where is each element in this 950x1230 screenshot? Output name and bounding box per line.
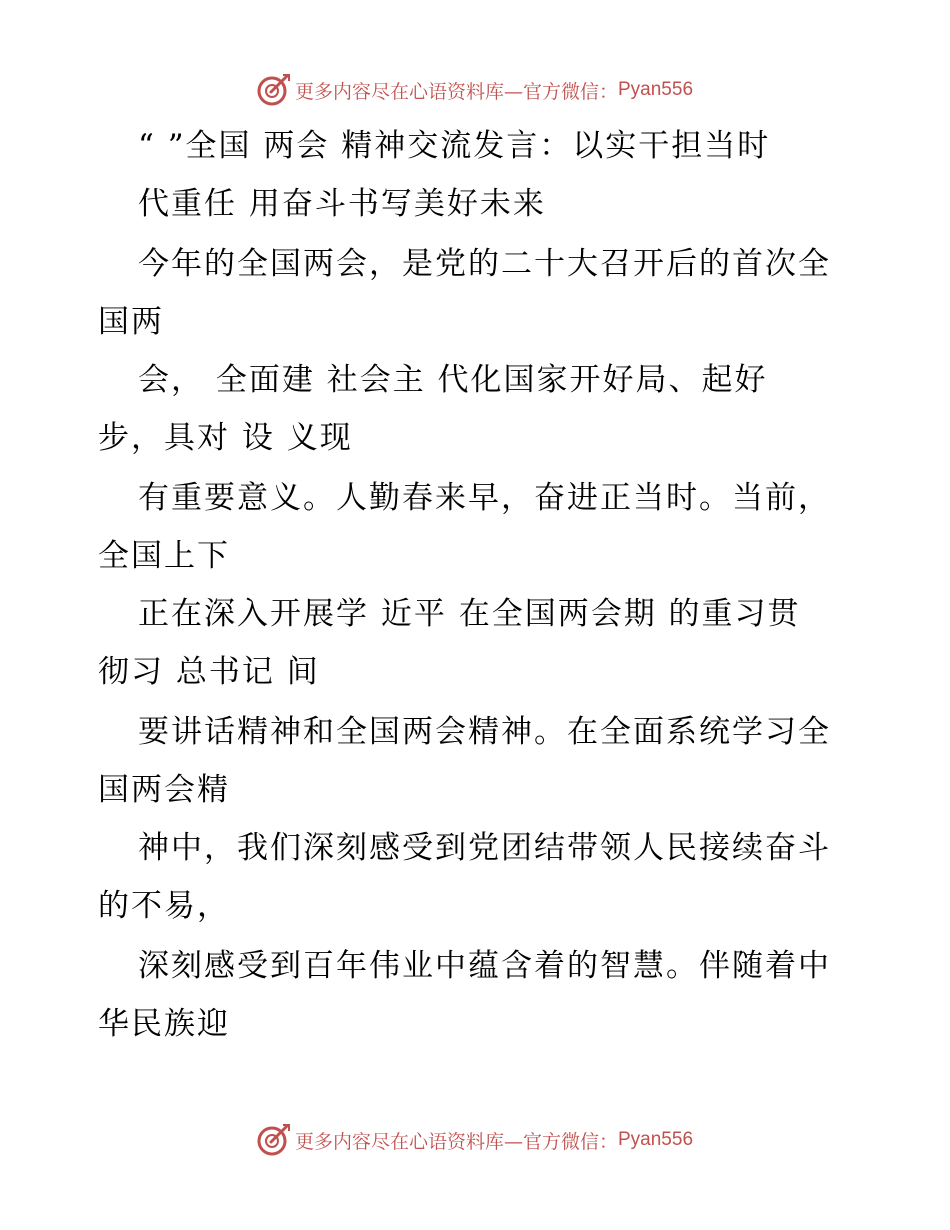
header-banner	[0, 70, 950, 110]
footer-wechat-id: Pyan556	[618, 1129, 694, 1150]
body-line: 有重要意义。人勤春来早，奋进正当时。当前，	[138, 480, 831, 516]
body-line: 步，具对 设 义现	[98, 420, 353, 456]
brand-logo-icon	[257, 73, 291, 107]
body-line: 国两会精	[98, 772, 230, 808]
body-line: 国两	[98, 304, 164, 340]
body-line: 要讲话精神和全国两会精神。在全面系统学习全	[138, 714, 831, 750]
body-line: 正在深入开展学 近平 在全国两会期 的重习贯	[138, 596, 801, 632]
body-line: 彻习 总书记 间	[98, 654, 320, 690]
title-line-1: “ ”全国 两会 精神交流发言：以实干担当时	[138, 128, 771, 164]
body-line: 会， 全面建 社会主 代化国家开好局、起好	[138, 362, 768, 398]
body-line: 的不易，	[98, 888, 230, 924]
title-line-2: 代重任 用奋斗书写美好未来	[138, 186, 546, 222]
body-line: 全国上下	[98, 538, 230, 574]
body-line: 华民族迎	[98, 1006, 230, 1042]
body-line: 今年的全国两会，是党的二十大召开后的首次全	[138, 246, 831, 282]
brand-logo-icon	[257, 1123, 291, 1157]
header-wechat-id: Pyan556	[618, 79, 694, 100]
footer-banner-text: 更多内容尽在心语资料库—官方微信：	[294, 1130, 618, 1153]
header-banner-text: 更多内容尽在心语资料库—官方微信：	[294, 80, 618, 103]
footer-banner	[0, 1120, 950, 1160]
body-line: 神中，我们深刻感受到党团结带领人民接续奋斗	[138, 830, 831, 866]
body-line: 深刻感受到百年伟业中蕴含着的智慧。伴随着中	[138, 948, 831, 984]
